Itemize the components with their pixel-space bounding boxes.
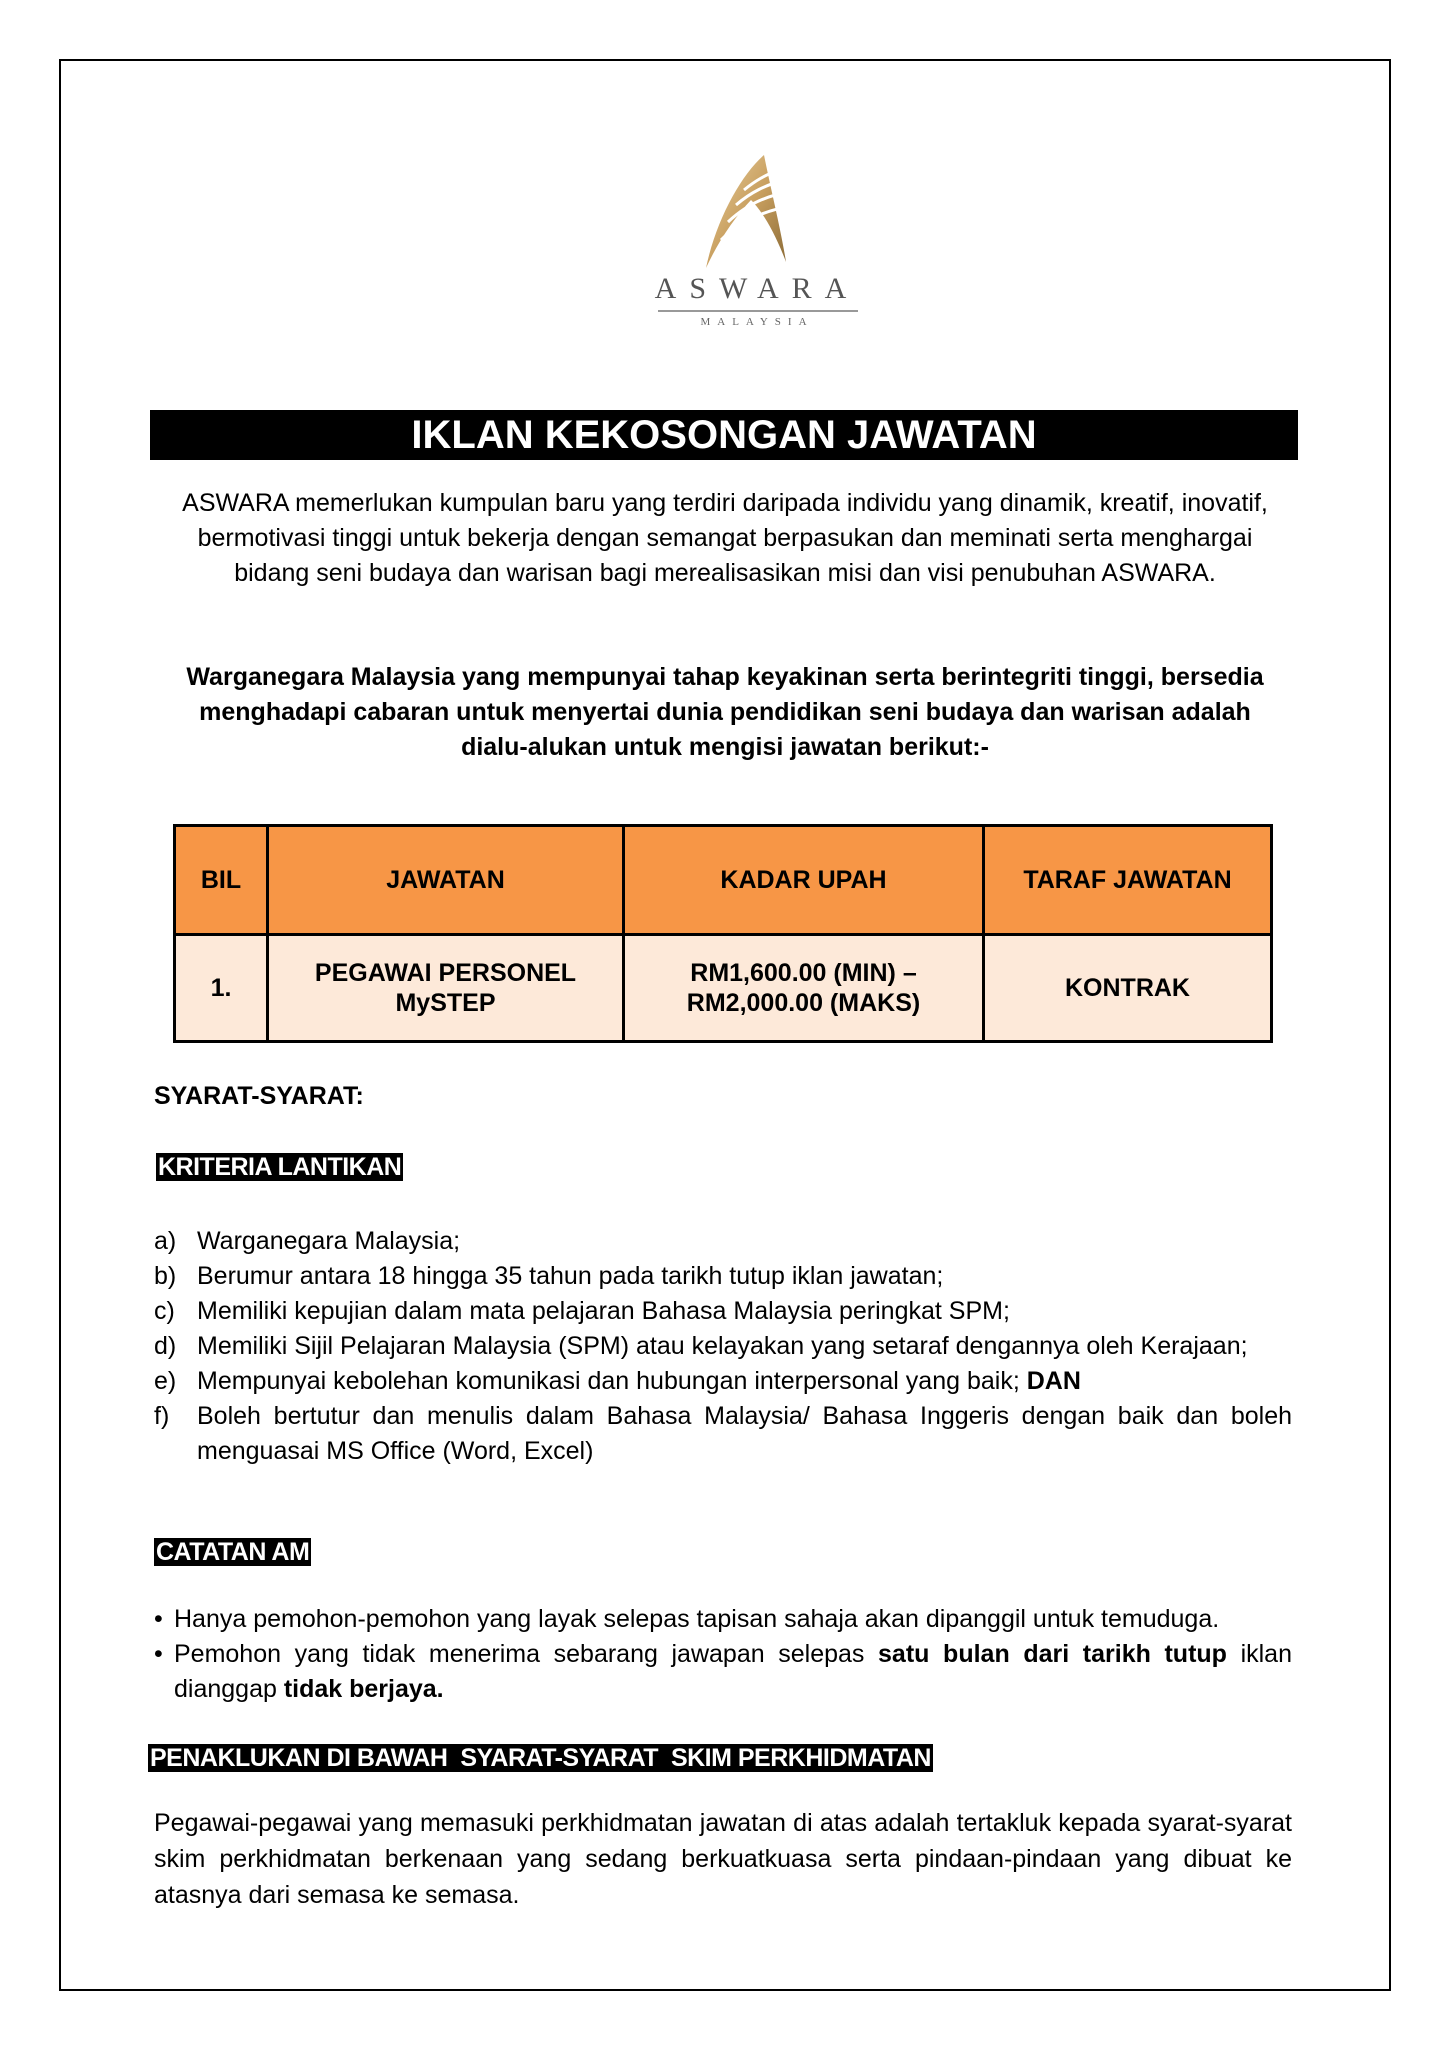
- catatan-heading: CATATAN AM: [156, 1538, 310, 1566]
- invitation-paragraph: Warganegara Malaysia yang mempunyai tahap keyakinan serta berintegriti tinggi, bersedia menghadapi cabaran untuk menyertai dunia pendidikan seni budaya dan warisan adalah dialu-alukan untuk mengisi jawatan berikut:-: [186, 663, 1264, 761]
- list-item: [154, 1364, 1292, 1399]
- item-text: Warganegara Malaysia;: [197, 1227, 461, 1255]
- item-text: Berumur antara 18 hingga 35 tahun pada tarikh tutup iklan jawatan;: [197, 1262, 944, 1290]
- item-text: [197, 1364, 1292, 1399]
- penaklukan-paragraph: Pegawai-pegawai yang memasuki perkhidmatan jawatan di atas adalah tertakluk kepada syarat-syarat skim perkhidmatan berkenaan yang sedang berkuatkuasa serta pindaan-pindaan yang dibuat ke atasnya dari semasa ke semasa.: [154, 1809, 1292, 1909]
- syarat-heading: SYARAT-SYARAT:: [154, 1082, 364, 1110]
- list-item: [154, 1294, 1292, 1329]
- item-marker: f): [154, 1402, 170, 1430]
- list-item: [154, 1399, 1292, 1469]
- list-item: [154, 1329, 1292, 1364]
- kriteria-list: [154, 1224, 1292, 1469]
- table-header-row: [175, 826, 1272, 935]
- item-marker: a): [154, 1227, 177, 1255]
- item-text-bold: DAN: [1026, 1367, 1081, 1395]
- jawatan-line2: MySTEP: [395, 989, 496, 1017]
- catatan-list: [154, 1602, 1292, 1707]
- text-bold: tidak berjaya.: [283, 1675, 444, 1703]
- list-item: [154, 1602, 1292, 1637]
- list-item: [154, 1259, 1292, 1294]
- page-title: IKLAN KEKOSONGAN JAWATAN: [150, 410, 1298, 460]
- header-kadar-upah: KADAR UPAH: [624, 826, 984, 935]
- upah-line2: RM2,000.00 (MAKS): [686, 989, 921, 1017]
- upah-line1: RM1,600.00 (MIN) –: [690, 959, 917, 987]
- text-part: Pemohon yang tidak menerima sebarang jawapan selepas: [174, 1640, 879, 1668]
- cell-taraf: KONTRAK: [984, 935, 1272, 1042]
- item-text: Hanya pemohon-pemohon yang layak selepas tapisan sahaja akan dipanggil untuk temuduga.: [174, 1605, 1220, 1633]
- item-text: Memiliki kepujian dalam mata pelajaran Bahasa Malaysia peringkat SPM;: [197, 1297, 1010, 1325]
- item-text: [174, 1637, 1292, 1707]
- list-item: [154, 1224, 1292, 1259]
- header-jawatan: JAWATAN: [268, 826, 624, 935]
- item-marker: c): [154, 1297, 175, 1325]
- aswara-sail-icon: [646, 150, 868, 270]
- cell-bil: 1.: [175, 935, 268, 1042]
- item-text-main: Mempunyai kebolehan komunikasi dan hubungan interpersonal yang baik;: [197, 1367, 1020, 1395]
- aswara-logo: [646, 150, 868, 336]
- item-text: Memiliki Sijil Pelajaran Malaysia (SPM) atau kelayakan yang setaraf dengannya oleh Kerajaan;: [197, 1332, 1248, 1360]
- intro-paragraph: ASWARA memerlukan kumpulan baru yang terdiri daripada individu yang dinamik, kreatif, inovatif, bermotivasi tinggi untuk bekerja dengan semangat berpasukan dan meminati serta menghargai bidang seni budaya dan warisan bagi merealisasikan misi dan visi penubuhan ASWARA.: [182, 489, 1268, 587]
- text-part: iklan dianggap: [174, 1640, 1292, 1703]
- bullet-icon: •: [154, 1605, 163, 1633]
- cell-kadar-upah: [624, 935, 984, 1042]
- item-text: Boleh bertutur dan menulis dalam Bahasa Malaysia/ Bahasa Inggeris dengan baik dan boleh menguasai MS Office (Word, Excel): [197, 1402, 1292, 1465]
- logo-wordmark: ASWARA: [654, 272, 860, 305]
- header-taraf-jawatan: TARAF JAWATAN: [984, 826, 1272, 935]
- bullet-icon: •: [154, 1640, 163, 1668]
- jawatan-line1: PEGAWAI PERSONEL: [314, 959, 577, 987]
- vacancy-table: [173, 824, 1273, 1043]
- cell-jawatan: [268, 935, 624, 1042]
- kriteria-heading: KRITERIA LANTIKAN: [158, 1153, 402, 1181]
- list-item: [154, 1637, 1292, 1707]
- table-row: [175, 935, 1272, 1042]
- header-bil: BIL: [175, 826, 268, 935]
- item-marker: e): [154, 1367, 177, 1395]
- penaklukan-heading: PENAKLUKAN DI BAWAH SYARAT-SYARAT SKIM PERKHIDMATAN: [150, 1744, 931, 1772]
- logo-rule: [658, 310, 858, 312]
- logo-subtext: MALAYSIA: [700, 316, 814, 328]
- item-marker: d): [154, 1332, 177, 1360]
- item-marker: b): [154, 1262, 177, 1290]
- text-bold: satu bulan dari tarikh tutup: [878, 1640, 1227, 1668]
